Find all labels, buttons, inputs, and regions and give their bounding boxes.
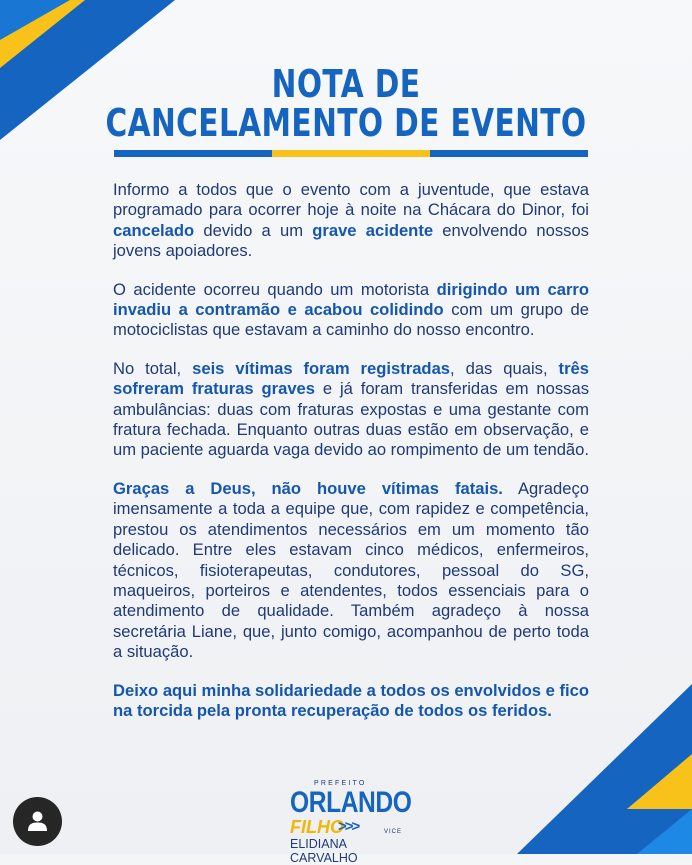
paragraph-5: Deixo aqui minha solidariedade a todos os envolvidos e fico na torcida pela pronta recuperação de todos os feridos.: [113, 680, 589, 720]
title-underline-bar: [114, 150, 588, 157]
body-text: , das quais,: [450, 358, 559, 378]
logo-vice-label: VICE: [384, 829, 403, 835]
page-title-line-2: CANCELAMENTO DE EVENTO: [105, 101, 587, 145]
paragraph-2: [113, 280, 589, 341]
logo-prefeito-label: PREFEITO: [314, 780, 367, 787]
emphasis-text: Graças a Deus, não houve vítimas fatais.: [113, 478, 503, 498]
paragraph-1: [113, 180, 589, 262]
body-text: devido a um: [194, 220, 313, 240]
emphasis-text: cancelado: [113, 220, 195, 240]
emphasis-text: grave acidente: [312, 220, 434, 240]
logo-vice-name: ELIDIANA CARVALHO: [290, 837, 358, 865]
emphasis-text: dirigindo um carro invadiu a contramão e acabou colidindo: [113, 279, 590, 320]
campaign-logo: [290, 780, 412, 865]
emphasis-text: três sofreram fraturas graves: [113, 358, 589, 399]
body-text: envolvendo nossos jovens apoiadores.: [113, 220, 589, 261]
logo-candidate-name: ORLANDO: [290, 786, 412, 819]
body-text: No total,: [113, 358, 193, 378]
body-text: Informo a todos que o evento com a juventude, que estava programado para ocorrer hoje à noite na Chácara do Dinor, foi: [113, 180, 589, 220]
paragraph-3: [113, 359, 589, 461]
page-title-line-1: NOTA DE: [271, 62, 421, 106]
user-icon: [27, 810, 48, 832]
logo-arrows: >>>: [338, 818, 359, 835]
body-text: com um grupo de motociclistas que estavam a caminho do nosso encontro.: [113, 300, 589, 340]
body-text: Agradeço imensamente a toda a equipe que, com rapidez e competência, prestou os atendimentos necessários em um momento tão delicado. Entre eles estavam cinco médicos, enfermeiros, técnicos, fisioterapeutas, condutores, pessoal do SG, maqueiros, porteiros e atendentes, todos essenciais para o atendimento de qualidade. Também agradeço à nossa secretária Liane, que, junto comigo, acompanhou de perto toda a situação.: [113, 478, 589, 662]
notice-body: [113, 180, 589, 739]
profile-avatar-button[interactable]: [13, 797, 62, 846]
body-text: e já foram transferidas em nossas ambulâncias: duas com fraturas expostas e uma gestante com fratura fechada. Enquanto outras duas estão em observação, e um paciente aguarda vaga devido ao rompimento de um tendão.: [113, 379, 590, 460]
emphasis-text: seis vítimas foram registradas: [192, 358, 451, 378]
body-text: O acidente ocorreu quando um motorista: [113, 279, 437, 299]
paragraph-4: [113, 479, 589, 663]
logo-filho-label: FILHO: [290, 817, 344, 837]
